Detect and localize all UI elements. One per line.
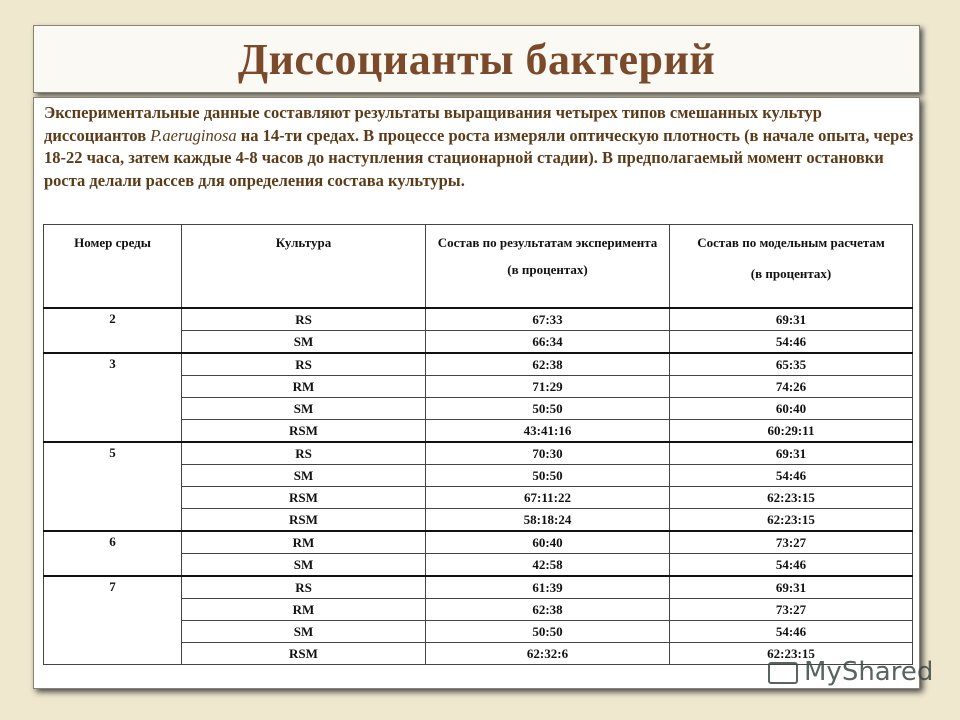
experiment-cell: 62:32:6 [426,643,670,665]
model-cell: 54:46 [670,621,913,643]
header-model: Состав по модельным расчетам (в процентах) [670,225,913,309]
experiment-cell: 62:38 [426,353,670,376]
model-cell: 62:23:15 [670,643,913,665]
model-cell: 65:35 [670,353,913,376]
intro-part: на 14-ти средах. В процессе роста измеряли оптическую плотность (в начале опыта, через 18-22 часа, затем каждые 4-8 часов до наступления стационарной стадии). В предполагаемый момент остановки роста делали рассев для определения состава культуры. [44,125,914,190]
culture-cell: RSM [182,509,426,532]
experiment-cell: 60:40 [426,531,670,554]
culture-cell: SM [182,621,426,643]
experiment-cell: 58:18:24 [426,509,670,532]
experiment-cell: 61:39 [426,576,670,599]
culture-cell: RSM [182,643,426,665]
culture-cell: SM [182,465,426,487]
culture-cell: RSM [182,420,426,443]
env-number-cell: 3 [44,353,182,442]
culture-cell: RM [182,531,426,554]
culture-cell: RM [182,599,426,621]
culture-cell: RSM [182,487,426,509]
culture-cell: RS [182,308,426,331]
model-cell: 73:27 [670,599,913,621]
model-cell: 60:29:11 [670,420,913,443]
culture-cell: SM [182,331,426,354]
table-row [44,531,913,554]
content-box [33,97,920,689]
experiment-cell: 62:38 [426,599,670,621]
culture-cell: RS [182,353,426,376]
experiment-cell: 67:33 [426,308,670,331]
model-cell: 54:46 [670,331,913,354]
watermark: MyShared [768,657,933,687]
env-number-cell: 6 [44,531,182,576]
experiment-cell: 42:58 [426,554,670,577]
model-cell: 69:31 [670,442,913,465]
env-number-cell: 7 [44,576,182,665]
model-cell: 54:46 [670,465,913,487]
env-number-cell: 5 [44,442,182,531]
model-cell: 69:31 [670,308,913,331]
intro-text [44,102,914,192]
culture-cell: SM [182,554,426,577]
culture-cell: RS [182,442,426,465]
species-name: P.aeruginosa [150,125,237,145]
culture-cell: SM [182,398,426,420]
header-culture: Культура [182,225,426,309]
table-row [44,576,913,599]
experiment-cell: 50:50 [426,398,670,420]
model-cell: 60:40 [670,398,913,420]
table-row [44,353,913,376]
presentation-icon [768,662,798,684]
model-cell: 54:46 [670,554,913,577]
experiment-cell: 70:30 [426,442,670,465]
model-cell: 62:23:15 [670,487,913,509]
env-number-cell: 2 [44,308,182,353]
table-row [44,442,913,465]
header-experiment: Состав по результатам эксперимента (в процентах) [426,225,670,309]
experiment-cell: 71:29 [426,376,670,398]
table-row [44,308,913,331]
experiment-cell: 66:34 [426,331,670,354]
data-table [43,224,913,665]
model-cell: 69:31 [670,576,913,599]
experiment-cell: 67:11:22 [426,487,670,509]
experiment-cell: 50:50 [426,465,670,487]
model-cell: 73:27 [670,531,913,554]
title-box [33,25,920,93]
culture-cell: RM [182,376,426,398]
header-env: Номер среды [44,225,182,309]
model-cell: 62:23:15 [670,509,913,532]
model-cell: 74:26 [670,376,913,398]
page-title: Диссоцианты бактерий [237,34,716,84]
experiment-cell: 43:41:16 [426,420,670,443]
experiment-cell: 50:50 [426,621,670,643]
culture-cell: RS [182,576,426,599]
intro-part: Экспериментальные данные составляют результаты выращивания четырех типов смешанных культур диссоциантов [44,103,822,145]
